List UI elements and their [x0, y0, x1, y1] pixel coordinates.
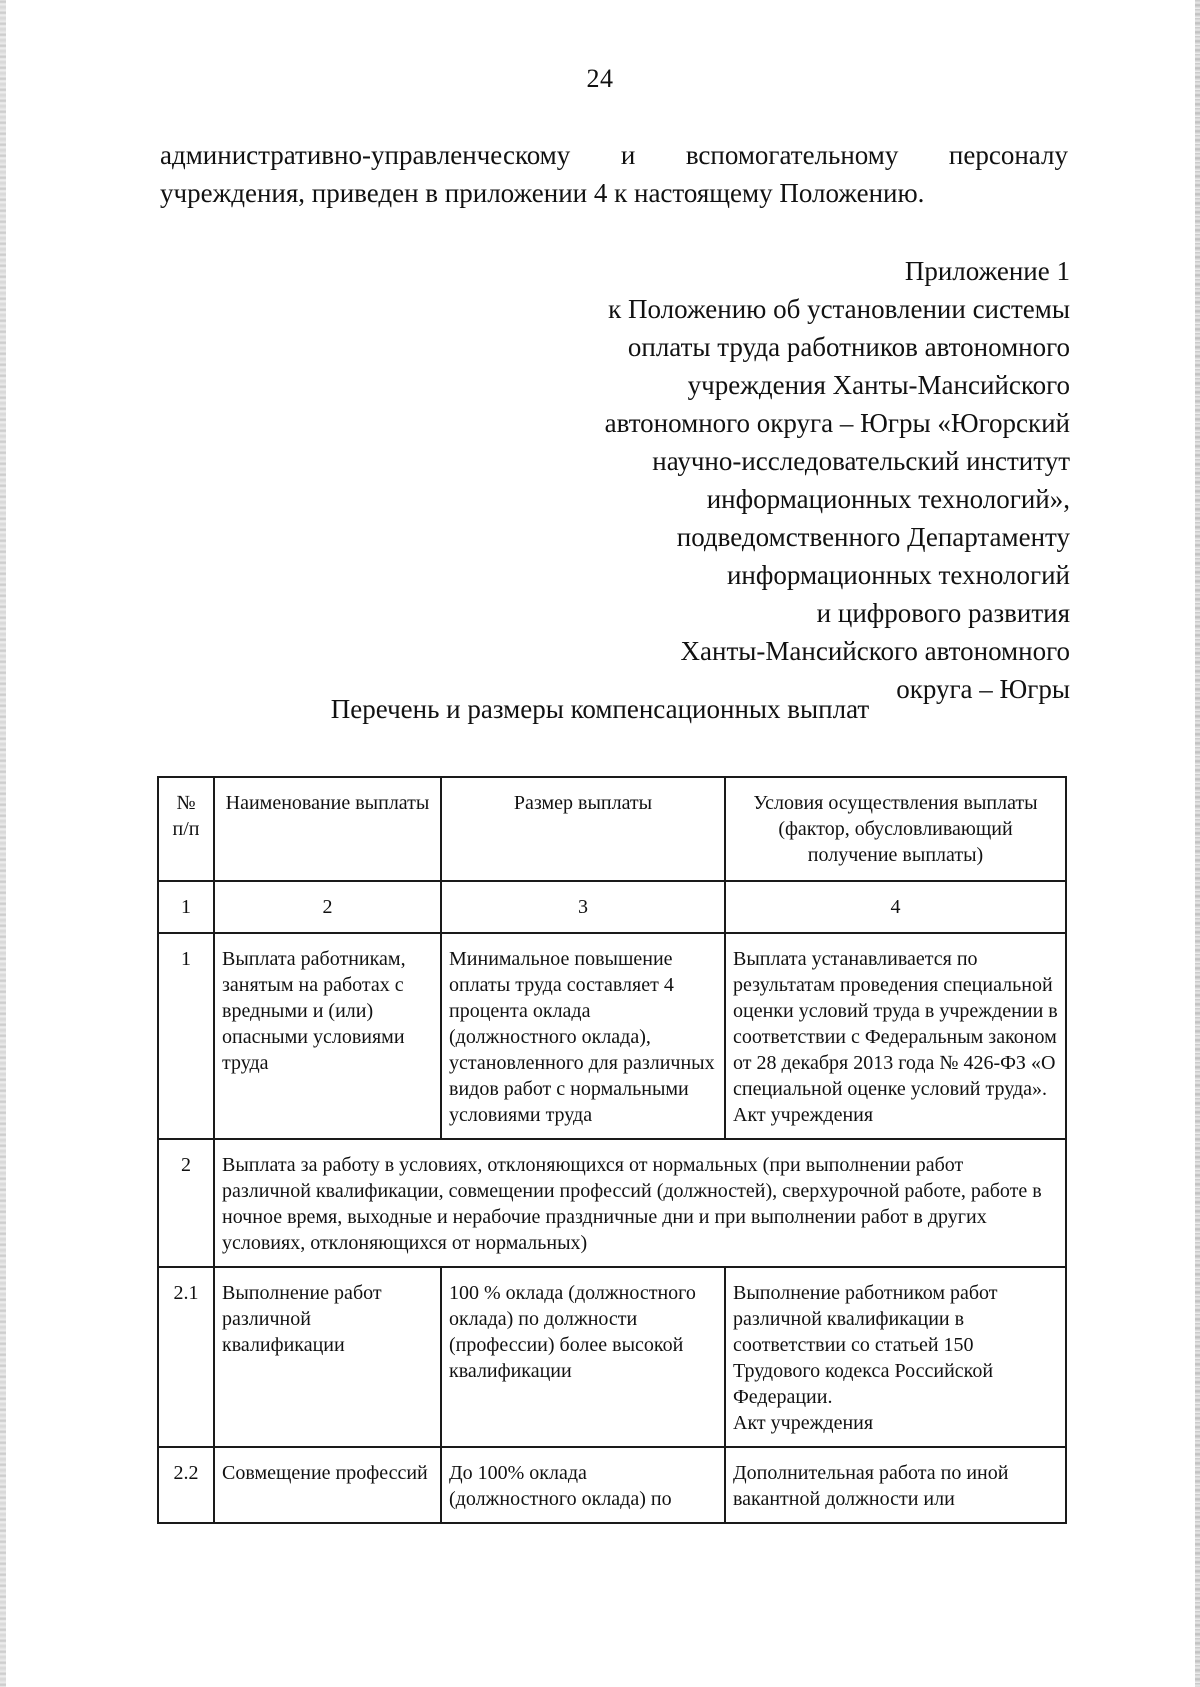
row-payment-conditions: Выплата устанавливается по результатам проведения специальной оценки условий труда в учреждении в соответствии с Федеральным законом от 28 декабря 2013 года № 426-ФЗ «О специальной оценке условий труда». Акт учреждения [725, 933, 1066, 1139]
table-row [158, 1447, 1066, 1523]
row-payment-amount: 100 % оклада (должностного оклада) по должности (профессии) более высокой квалификации [441, 1267, 725, 1447]
annex-header [510, 252, 1070, 708]
annex-line: к Положению об установлении системы [608, 294, 1070, 324]
annex-line: научно-исследовательский институт [652, 446, 1070, 476]
row-payment-amount: До 100% оклада (должностного оклада) по [441, 1447, 725, 1523]
header-conditions: Условия осуществления выплаты (фактор, обусловливающий получение выплаты) [725, 777, 1066, 881]
row-number: 2 [158, 1139, 214, 1267]
annex-line: учреждения Ханты-Мансийского [687, 370, 1070, 400]
scan-edge-left [0, 0, 6, 1687]
row-number: 1 [158, 933, 214, 1139]
header-number: № п/п [158, 777, 214, 881]
header-amount: Размер выплаты [441, 777, 725, 881]
annex-line: информационных технологий», [706, 484, 1070, 514]
annex-line: автономного округа – Югры «Югорский [604, 408, 1070, 438]
row-number: 2.1 [158, 1267, 214, 1447]
row-payment-amount: Минимальное повышение оплаты труда составляет 4 процента оклада (должностного оклада), установленного для различных видов работ с нормальными условиями труда [441, 933, 725, 1139]
row-payment-name: Выполнение работ различной квалификации [214, 1267, 441, 1447]
annex-line: оплаты труда работников автономного [627, 332, 1070, 362]
header-name: Наименование выплаты [214, 777, 441, 881]
annex-line: подведомственного Департаменту [676, 522, 1070, 552]
annex-line: округа – Югры [896, 674, 1070, 704]
compensation-table [157, 776, 1067, 1524]
column-number: 4 [725, 881, 1066, 933]
column-number: 2 [214, 881, 441, 933]
intro-line-2: учреждения, приведен в приложении 4 к настоящему Положению. [160, 178, 925, 208]
annex-title: Приложение 1 [904, 256, 1070, 286]
table-row [158, 1139, 1066, 1267]
row-payment-name: Выплата работникам, занятым на работах с вредными и (или) опасными условиями труда [214, 933, 441, 1139]
scan-edge-right [1195, 0, 1200, 1687]
column-number-row [158, 881, 1066, 933]
annex-line: Ханты-Мансийского автономного [680, 636, 1070, 666]
table-row [158, 933, 1066, 1139]
annex-line: и цифрового развития [816, 598, 1070, 628]
column-number: 1 [158, 881, 214, 933]
section-title: Перечень и размеры компенсационных выплат [330, 694, 870, 724]
intro-paragraph [160, 136, 1068, 212]
page-number: 24 [586, 64, 614, 93]
row-spanning-text: Выплата за работу в условиях, отклоняющихся от нормальных (при выполнении работ различной квалификации, совмещении профессий (должностей), сверхурочной работе, работе в ночное время, выходные и нерабочие праздничные дни и при выполнении работ в других условиях, отклоняющихся от нормальных) [214, 1139, 1066, 1267]
intro-line-1: административно-управленческому и вспомогательному персоналу [160, 140, 1068, 170]
row-payment-name: Совмещение профессий [214, 1447, 441, 1523]
row-number: 2.2 [158, 1447, 214, 1523]
row-payment-conditions: Выполнение работником работ различной квалификации в соответствии со статьей 150 Трудового кодекса Российской Федерации. Акт учреждения [725, 1267, 1066, 1447]
table-header-row [158, 777, 1066, 881]
table-row [158, 1267, 1066, 1447]
row-payment-conditions: Дополнительная работа по иной вакантной должности или [725, 1447, 1066, 1523]
annex-line: информационных технологий [726, 560, 1070, 590]
column-number: 3 [441, 881, 725, 933]
